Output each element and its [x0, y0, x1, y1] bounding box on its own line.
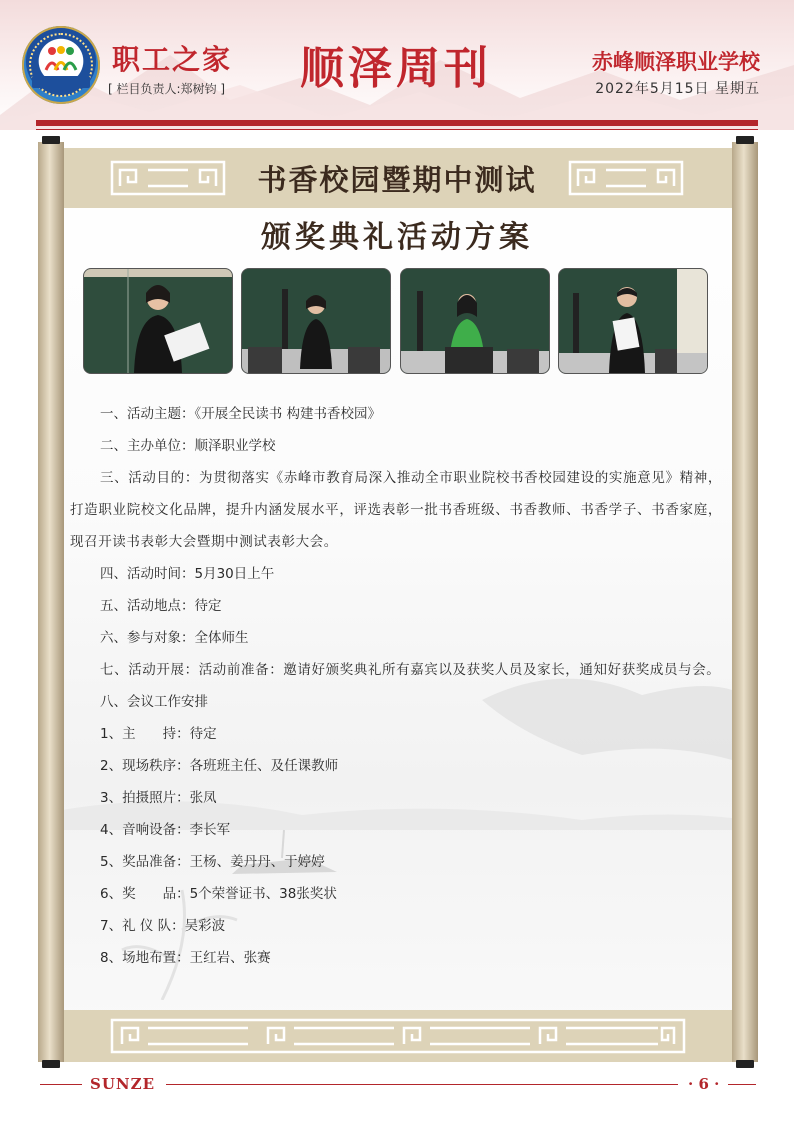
- footer-brand: SUNZE: [90, 1075, 156, 1093]
- school-logo: [22, 26, 100, 104]
- footer-rule-mid: [166, 1084, 678, 1085]
- people-emblem-icon: [44, 46, 78, 72]
- photo-speaker-3: [400, 268, 550, 374]
- column-title: 职工之家: [112, 43, 233, 76]
- list-item: 6、奖 品：5个荣誉证书、38张奖状: [100, 886, 337, 902]
- issue-date: 2022年5月15日 星期五: [595, 81, 760, 97]
- article-title: 书香校园暨期中测试: [232, 152, 562, 204]
- list-item: 八、会议工作安排: [100, 694, 208, 710]
- rod-cap: [736, 136, 754, 144]
- list-item: 一、活动主题：《开展全民读书 构建书香校园》: [100, 406, 382, 422]
- list-item: 五、活动地点：待定: [100, 598, 222, 614]
- magazine-title: 顺泽周刊: [300, 43, 492, 94]
- column-editor: [ 栏目负责人:郑树钧 ]: [108, 82, 226, 96]
- fret-pattern-right: [566, 158, 686, 198]
- list-item: 7、礼 仪 队：吴彩波: [100, 918, 226, 934]
- article-body: [70, 398, 722, 974]
- list-item: 四、活动时间：5月30日上午: [100, 566, 275, 582]
- list-item: 3、拍摄照片：张凤: [100, 790, 217, 806]
- list-item: 二、主办单位：顺泽职业学校: [100, 438, 276, 454]
- list-item: 六、参与对象：全体师生: [100, 630, 249, 646]
- footer-rule-right: [728, 1084, 756, 1085]
- fret-pattern-bottom: [108, 1016, 688, 1056]
- scroll-rod-right: [732, 142, 758, 1062]
- scroll-rod-left: [38, 142, 64, 1062]
- rod-cap: [736, 1060, 754, 1068]
- fret-pattern-left: [108, 158, 228, 198]
- school-name: 赤峰顺泽职业学校: [592, 50, 760, 74]
- rod-cap: [42, 1060, 60, 1068]
- list-item: 8、场地布置：王红岩、张赛: [100, 950, 271, 966]
- list-item: 七、活动开展：活动前准备：邀请好颁奖典礼所有嘉宾以及获奖人员及家长，通知好获奖成员与会。: [100, 662, 721, 678]
- header-rule: [36, 120, 758, 126]
- footer-rule-left: [40, 1084, 82, 1085]
- rod-cap: [42, 136, 60, 144]
- photo-speaker-4: [558, 268, 708, 374]
- list-item: 2、现场秩序：各班班主任、及任课教师: [100, 758, 339, 774]
- list-item: 5、奖品准备：王杨、姜丹丹、于婷婷: [100, 854, 325, 870]
- article-subtitle: 颁奖典礼活动方案: [261, 220, 533, 255]
- header-rule-thin: [36, 129, 758, 130]
- list-item: 4、音响设备：李长军: [100, 822, 231, 838]
- photo-speaker-1: [83, 268, 233, 374]
- list-item: 三、活动目的：为贯彻落实《赤峰市教育局深入推动全市职业院校书香校园建设的实施意见》精神，打造职业院校文化品牌，提升内涵发展水平，评选表彰一批书香班级、书香教师、书香学子、书香家庭，现召开读书表彰大会暨期中测试表彰大会。: [70, 470, 722, 550]
- list-item: 1、主 持：待定: [100, 726, 217, 742]
- page-number: · 6 ·: [688, 1075, 720, 1093]
- photo-speaker-2: [241, 268, 391, 374]
